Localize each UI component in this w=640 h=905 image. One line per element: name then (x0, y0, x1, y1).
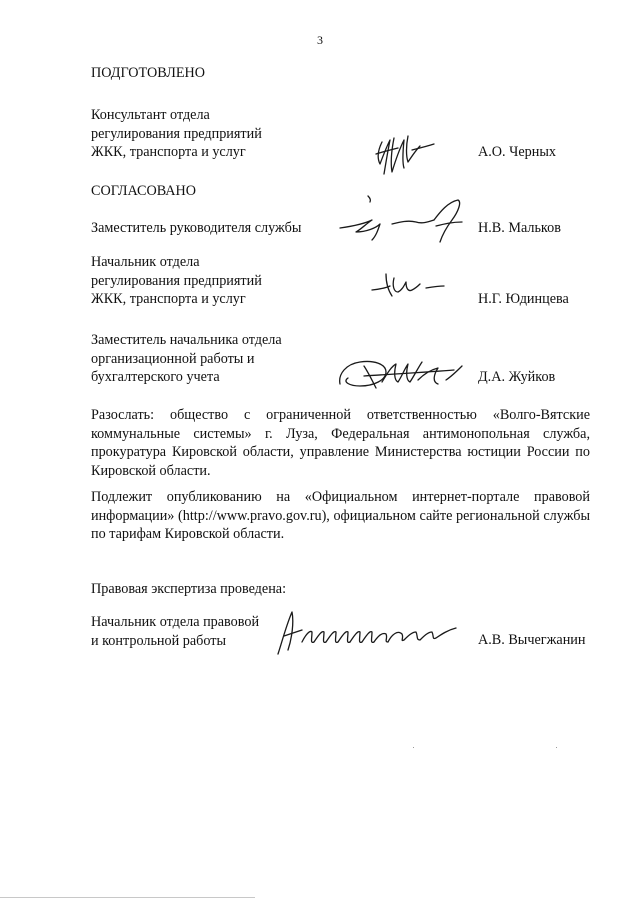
position-line: бухгалтерского учета (91, 369, 220, 385)
signature-vychegzhanin (268, 606, 464, 660)
signature-chernykh (368, 128, 440, 182)
prepared-heading: ПОДГОТОВЛЕНО (91, 65, 205, 81)
prepared-name: А.О. Черных (478, 144, 556, 160)
agreed-position-3 (91, 331, 351, 387)
position-line: и контрольной работы (91, 632, 226, 649)
position-line: организационной работы и (91, 350, 255, 367)
scan-speck (556, 747, 557, 748)
position-line: регулирования предприятий (91, 125, 262, 142)
position-line: Заместитель руководителя службы (91, 220, 302, 236)
agreed-heading: СОГЛАСОВАНО (91, 183, 197, 199)
signature-malkov (336, 192, 476, 248)
publication-paragraph: Подлежит опубликованию на «Официальном интернет-портале правовой информации» (http://www.pravo.gov.ru), официальном сайте региональной службы по тарифам Кировской области. (91, 489, 590, 542)
signature-yudintseva (368, 268, 448, 302)
agreed-name-3: Д.А. Жуйков (478, 369, 556, 385)
position-line: ЖКК, транспорта и услуг (91, 144, 246, 160)
position-line: Заместитель начальника отдела (91, 332, 282, 348)
distribution-paragraph: Разослать: общество с ограниченной ответственностью «Волго-Вятские коммунальные системы» г. Луза, Федеральная антимонопольная служба, прокуратура Кировской области, управление Министерства юстиции России по Кировской области. (91, 407, 590, 479)
agreed-name-2: Н.Г. Юдинцева (478, 291, 569, 307)
scan-speck (413, 747, 414, 748)
position-line: Начальник отдела (91, 254, 200, 270)
legal-review-statement: Правовая экспертиза проведена: (91, 581, 287, 597)
page-number: 3 (317, 33, 323, 47)
agreed-name-1: Н.В. Мальков (478, 220, 561, 236)
legal-review-name: А.В. Вычегжанин (478, 632, 586, 648)
signature-zhuykov (334, 352, 466, 396)
agreed-position-1 (91, 219, 351, 238)
prepared-position (91, 106, 351, 162)
position-line: Начальник отдела правовой (91, 614, 260, 630)
position-line: регулирования предприятий (91, 272, 262, 289)
position-line: Консультант отдела (91, 107, 210, 123)
scan-edge-line (0, 897, 255, 898)
agreed-position-2 (91, 253, 351, 309)
position-line: ЖКК, транспорта и услуг (91, 291, 246, 307)
